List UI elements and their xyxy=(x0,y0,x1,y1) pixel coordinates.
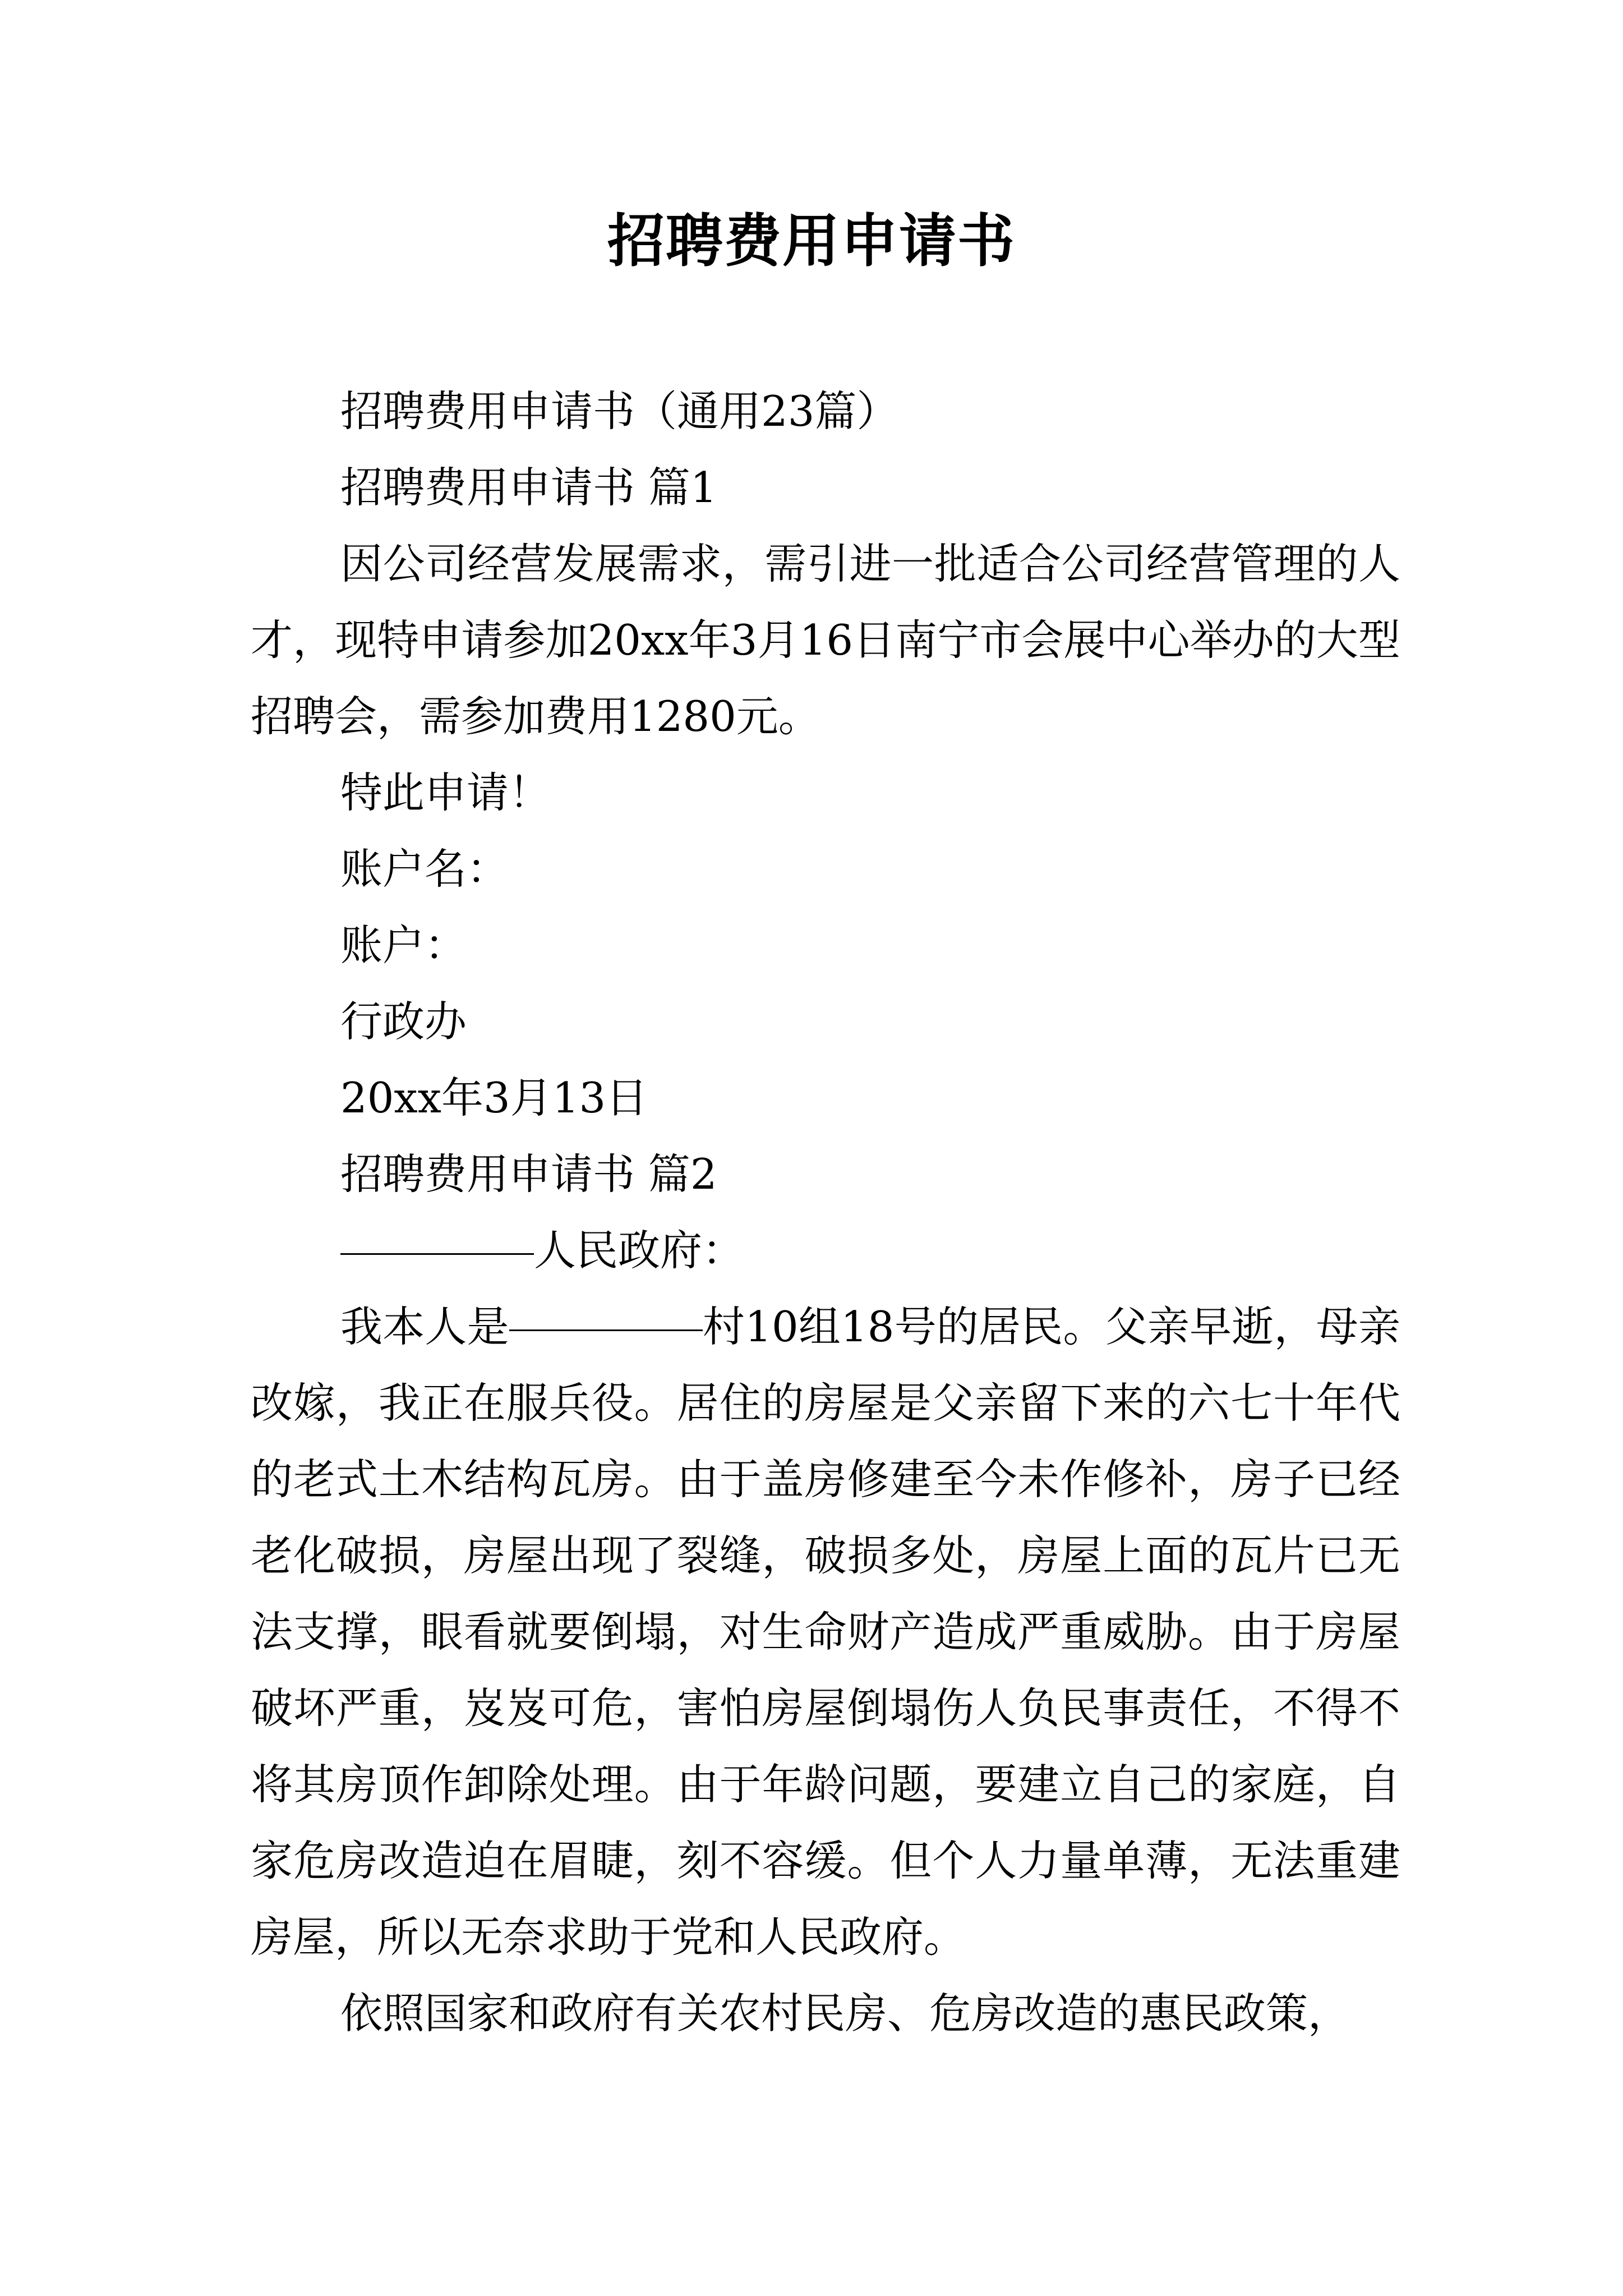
blank-line xyxy=(340,1252,534,1255)
paragraph-addressee xyxy=(251,1212,1400,1289)
addressee-text: 人民政府： xyxy=(534,1226,745,1275)
document-body xyxy=(251,373,1400,2051)
blank-line xyxy=(509,1328,703,1331)
paragraph-resident-statement xyxy=(251,1289,1400,1975)
paragraph-account: 账户： xyxy=(340,921,467,970)
paragraph-section-1-heading: 招聘费用申请书 篇1 xyxy=(340,463,717,512)
paragraph-request-body: 因公司经营发展需求，需引进一批适合公司经营管理的人才，现特申请参加20xx年3月16日南宁市会展中心举办的大型招聘会，需参加费用1280元。 xyxy=(251,539,1400,741)
document-title: 招聘费用申请书 xyxy=(607,208,1016,275)
statement-prefix: 我本人是 xyxy=(340,1302,509,1351)
paragraph-department: 行政办 xyxy=(340,997,467,1046)
paragraph-date: 20xx年3月13日 xyxy=(340,1073,648,1122)
paragraph-section-2-heading: 招聘费用申请书 篇2 xyxy=(340,1149,717,1199)
paragraph-collection-title: 招聘费用申请书（通用23篇） xyxy=(340,386,899,436)
paragraph-closing: 特此申请！ xyxy=(340,768,551,817)
paragraph-account-name: 账户名： xyxy=(340,844,509,894)
paragraph-policy: 依照国家和政府有关农村民房、危房改造的惠民政策， xyxy=(340,1989,1350,2038)
statement-body: 村10组18号的居民。父亲早逝，母亲改嫁，我正在服兵役。居住的房屋是父亲留下来的六七十年代的老式土木结构瓦房。由于盖房修建至今未作修补，房子已经老化破损，房屋出现了裂缝，破损多处，房屋上面的瓦片已无法支撑，眼看就要倒塌，对生命财产造成严重威胁。由于房屋破坏严重，岌岌可危，害怕房屋倒塌伤人负民事责任，不得不将其房顶作卸除处理。由于年龄问题，要建立自己的家庭，自家危房改造迫在眉睫，刻不容缓。但个人力量单薄，无法重建房屋，所以无奈求助于党和人民政府。 xyxy=(251,1302,1400,1962)
